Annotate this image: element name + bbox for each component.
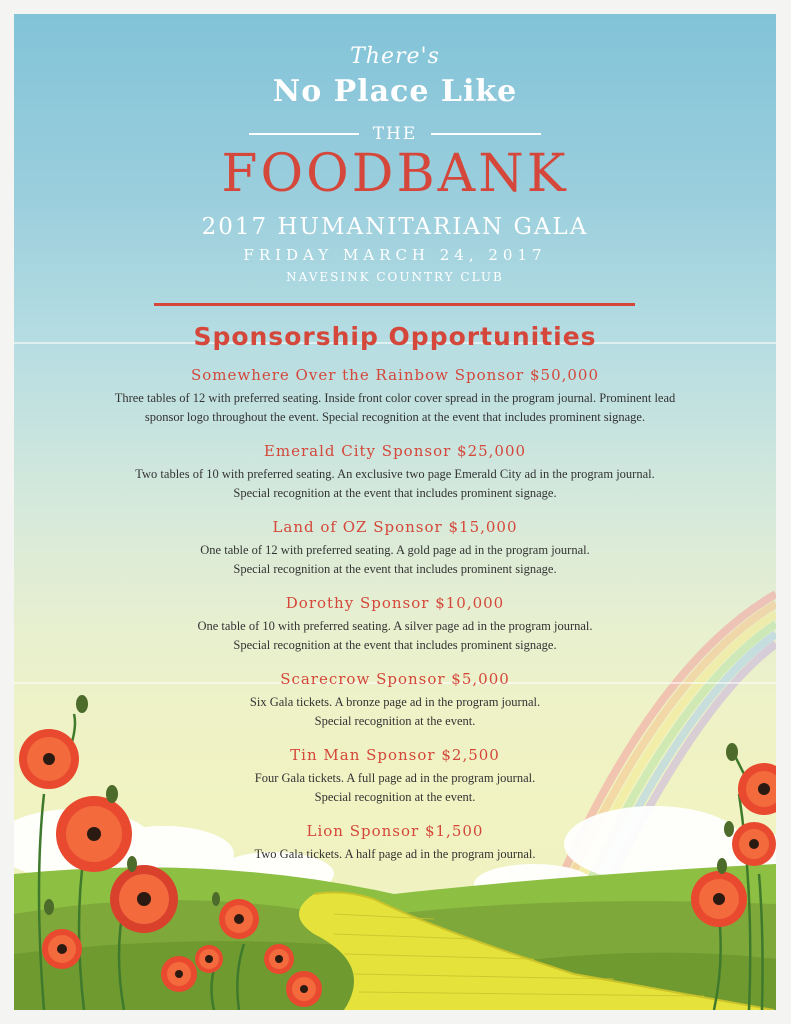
tier-description [54, 769, 736, 807]
tier-line: Special recognition at the event. [314, 790, 476, 804]
tier-name: Lion Sponsor $1,500 [306, 822, 484, 840]
tier-line: Three tables of 12 with preferred seating. Inside front color cover spread in the program journal. Prominent lead [114, 391, 676, 405]
tier-description [54, 617, 736, 655]
sponsor-tier-list [54, 366, 736, 879]
tier-name: Somewhere Over the Rainbow Sponsor $50,000 [190, 366, 600, 384]
sponsorship-heading: Sponsorship Opportunities [193, 322, 597, 351]
tier-name: Dorothy Sponsor $10,000 [285, 594, 505, 612]
tier-name: Scarecrow Sponsor $5,000 [280, 670, 510, 688]
tier-line: Six Gala tickets. A bronze page ad in the program journal. [249, 695, 541, 709]
divider-line [431, 133, 541, 135]
tier-name: Land of OZ Sponsor $15,000 [272, 518, 518, 536]
tier-line: One table of 12 with preferred seating. A gold page ad in the program journal. [200, 543, 590, 557]
flyer-page [14, 14, 776, 1010]
tier-name: Emerald City Sponsor $25,000 [263, 442, 527, 460]
tier-scarecrow [54, 670, 736, 731]
tier-lion [54, 822, 736, 864]
tier-line: Special recognition at the event that includes prominent signage. [233, 486, 557, 500]
theres-script: There's [350, 44, 440, 69]
tier-line: Four Gala tickets. A full page ad in the program journal. [254, 771, 536, 785]
tier-line: Two Gala tickets. A half page ad in the program journal. [254, 847, 536, 861]
tier-line: Two tables of 10 with preferred seating. An exclusive two page Emerald City ad in the program journal. [135, 467, 655, 481]
event-date: FRIDAY MARCH 24, 2017 [243, 246, 547, 264]
tier-description [54, 389, 736, 427]
tier-line: sponsor logo throughout the event. Special recognition at the event that includes prominent signage. [144, 410, 646, 424]
tier-tin-man [54, 746, 736, 807]
the-word: THE [372, 124, 418, 144]
foodbank-title: FOODBANK [221, 144, 569, 204]
tier-description [54, 541, 736, 579]
tier-description [54, 465, 736, 503]
tier-rainbow [54, 366, 736, 427]
red-divider [154, 303, 635, 306]
the-divider [14, 124, 776, 144]
no-place-like-heading: No Place Like [272, 74, 518, 109]
tier-line: Special recognition at the event. [314, 714, 476, 728]
tier-line: Special recognition at the event that includes prominent signage. [233, 638, 557, 652]
tier-line: One table of 10 with preferred seating. A silver page ad in the program journal. [197, 619, 593, 633]
tier-description [54, 845, 736, 864]
tier-line: Special recognition at the event that includes prominent signage. [233, 562, 557, 576]
gala-title: 2017 HUMANITARIAN GALA [201, 214, 589, 240]
tier-name: Tin Man Sponsor $2,500 [290, 746, 500, 764]
event-venue: NAVESINK COUNTRY CLUB [286, 270, 504, 284]
divider-line [249, 133, 359, 135]
tier-description [54, 693, 736, 731]
tier-dorothy [54, 594, 736, 655]
tier-emerald-city [54, 442, 736, 503]
tier-land-of-oz [54, 518, 736, 579]
